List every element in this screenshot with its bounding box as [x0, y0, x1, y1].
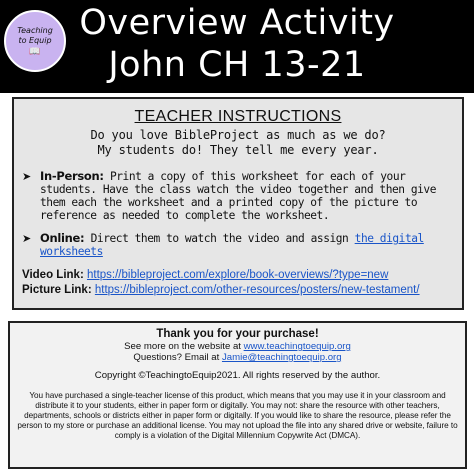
video-link-label: Video Link: [22, 269, 84, 281]
teacher-instructions-box [12, 97, 464, 310]
arrow-bullet-icon: ➤ [22, 232, 31, 245]
picture-link-row [22, 283, 462, 298]
bullet-in-person [22, 170, 456, 222]
bullet-text-in-person: Print a copy of this worksheet for each of your students. Have the class watch the video together and then give them each the worksheet and a printed copy of the picture to reference as needed to complete the worksheet. [40, 170, 436, 222]
video-link-row [22, 268, 462, 283]
website-line [10, 341, 465, 352]
email-line [10, 352, 465, 363]
resource-links [14, 268, 462, 298]
logo-text-line1: Teaching [17, 25, 53, 35]
picture-link[interactable]: https://bibleproject.com/other-resources/posters/new-testament/ [94, 284, 420, 296]
video-link[interactable]: https://bibleproject.com/explore/book-overviews/?type=new [86, 269, 389, 281]
license-text: You have purchased a single-teacher license of this product, which means that you may use it in your classroom and distribute it to your students, either in paper form or digitally. You may not: share the resource with other teachers, departments, schools or districts either in paper form or digitally. If you would like to share the resource, please refer the person to my store or purchase an additional license. You may not upload the file into any shared drive or website, failure to comply is a violation of the Digital Millennium Copywrite Act (DMCA). [17, 391, 458, 440]
bullet-online [22, 232, 456, 258]
copyright-notice: Copyright ©TeachingtoEquip2021. All rights reserved by the author. [94, 370, 381, 381]
intro-line1: Do you love BibleProject as much as we do? [90, 128, 386, 142]
thank-you-heading: Thank you for your purchase! [156, 328, 319, 340]
logo-text-line2: to Equip [18, 35, 52, 45]
instructions-heading: TEACHER INSTRUCTIONS [134, 108, 342, 125]
bullet-text-online: Direct them to watch the video and assign [90, 232, 349, 245]
arrow-bullet-icon: ➤ [22, 170, 31, 183]
thank-you-box [8, 321, 467, 469]
instruction-bullets [14, 170, 462, 258]
website-link[interactable]: www.teachingtoequip.org [243, 341, 351, 352]
book-icon: 📖 [29, 46, 41, 57]
website-prefix: See more on the website at [124, 341, 241, 352]
teaching-to-equip-logo [4, 10, 66, 72]
bullet-label-online: Online: [40, 231, 85, 245]
page-title-line1: Overview Activity [79, 3, 395, 43]
picture-link-label: Picture Link: [22, 284, 92, 296]
instructions-intro [14, 128, 462, 158]
intro-line2: My students do! They tell me every year. [97, 143, 379, 157]
digital-worksheets-link[interactable]: the digital worksheets [40, 232, 424, 258]
email-link[interactable]: Jamie@teachingtoequip.org [221, 352, 342, 363]
title-banner [0, 0, 474, 93]
email-prefix: Questions? Email at [133, 352, 220, 363]
page-title-line2: John CH 13-21 [108, 45, 366, 85]
bullet-label-in-person: In-Person: [40, 169, 104, 183]
